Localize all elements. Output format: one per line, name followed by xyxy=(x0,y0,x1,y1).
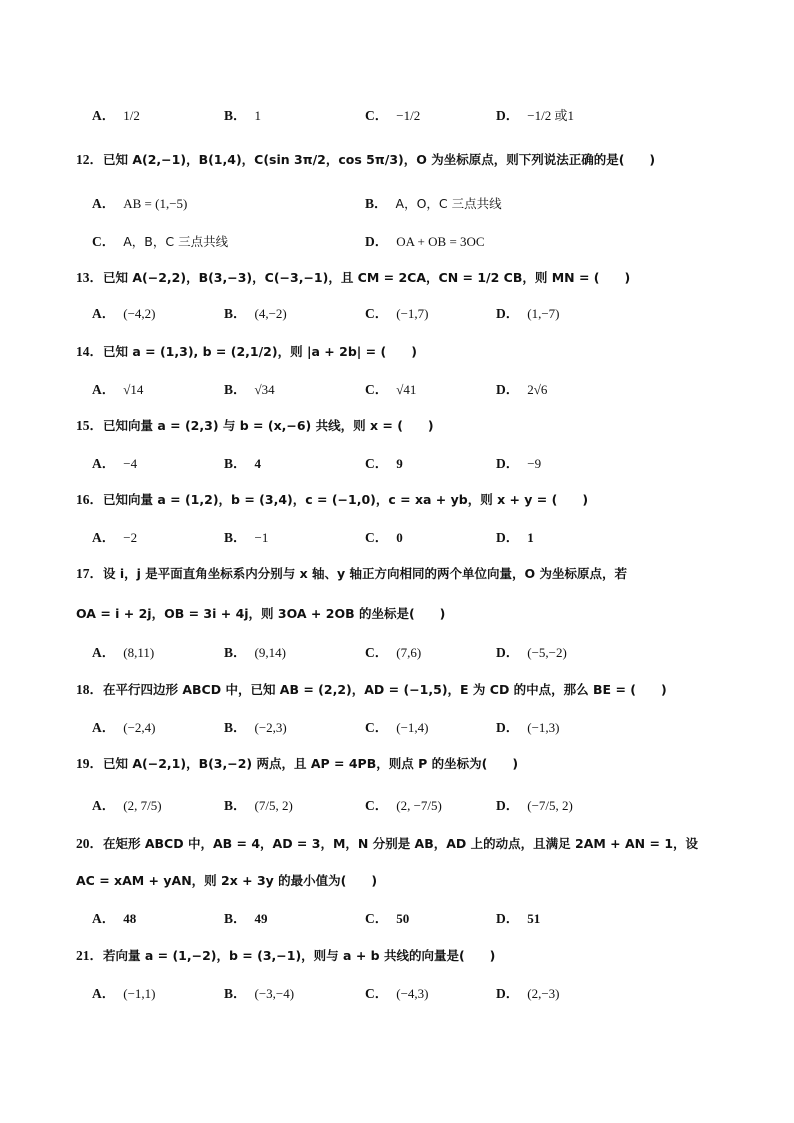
question-number: 17． xyxy=(76,566,103,581)
question-14-stem xyxy=(0,340,794,370)
option-a: A． (2, 7/5) xyxy=(92,798,162,813)
option-a: A． AB = (1,−5) xyxy=(92,196,188,211)
option-b: B． (4,−2) xyxy=(224,306,287,321)
option-a: A． (−2,4) xyxy=(92,720,156,735)
option-d: D． (−1,3) xyxy=(496,720,560,735)
question-number: 20． xyxy=(76,836,103,851)
question-text: 已知 A(2,−1)，B(1,4)，C(sin 3π/2，cos 5π/3)，O 为坐标原点，则下列说法正确的是( ) xyxy=(103,152,656,167)
question-text: 在平行四边形 ABCD 中，已知 AB = (2,2)，AD = (−1,5)，E 为 CD 的中点，那么 BE = ( ) xyxy=(103,682,667,697)
option-b: B． (9,14) xyxy=(224,645,286,660)
option-c: C． (7,6) xyxy=(365,645,422,660)
option-d: D． 1 xyxy=(496,530,534,545)
option-c: C． 0 xyxy=(365,530,403,545)
question-13-options xyxy=(0,302,794,332)
question-12-options-row-2 xyxy=(0,230,794,260)
question-15-stem xyxy=(0,414,794,444)
question-text-continued: AC = xAM + yAN，则 2x + 3y 的最小值为( ) xyxy=(76,873,378,888)
option-d: D． 51 xyxy=(496,911,541,926)
question-17-stem xyxy=(0,562,794,592)
option-d: D． (−7/5, 2) xyxy=(496,798,573,813)
question-text: 在矩形 ABCD 中，AB = 4，AD = 3，M，N 分别是 AB，AD 上的动点，且满足 2AM + AN = 1，设 xyxy=(103,836,699,851)
option-d: D． −1/2 或1 xyxy=(496,108,574,123)
question-16-stem xyxy=(0,488,794,518)
question-13-stem xyxy=(0,266,794,296)
option-a: A． 1/2 xyxy=(92,108,140,123)
question-text: 已知 A(−2,1)，B(3,−2) 两点，且 AP = 4PB，则点 P 的坐标为( ) xyxy=(103,756,519,771)
question-18-options xyxy=(0,716,794,746)
question-12-stem xyxy=(0,148,794,178)
question-number: 12． xyxy=(76,152,103,167)
option-b: B． 49 xyxy=(224,911,268,926)
option-d: D． (2,−3) xyxy=(496,986,560,1001)
option-d: D． −9 xyxy=(496,456,542,471)
question-19-stem xyxy=(0,752,794,782)
question-21-options xyxy=(0,982,794,1012)
option-b: B． (−3,−4) xyxy=(224,986,295,1001)
option-c: C． A，B，C 三点共线 xyxy=(92,234,229,249)
option-d: D． OA + OB = 3OC xyxy=(365,234,485,249)
question-20-options xyxy=(0,907,794,937)
question-number: 21． xyxy=(76,948,103,963)
option-d: D． (−5,−2) xyxy=(496,645,567,660)
option-c: C． (−1,4) xyxy=(365,720,429,735)
question-21-stem xyxy=(0,944,794,974)
question-text: 已知向量 a = (1,2)，b = (3,4)，c = (−1,0)，c = xa + yb，则 x + y = ( ) xyxy=(103,492,589,507)
option-c: C． (−4,3) xyxy=(365,986,429,1001)
question-12-options-row-1 xyxy=(0,192,794,222)
option-a: A． (8,11) xyxy=(92,645,155,660)
question-20-stem-continued xyxy=(0,871,794,901)
top-options-row xyxy=(0,104,794,134)
question-number: 18． xyxy=(76,682,103,697)
question-number: 13． xyxy=(76,270,103,285)
question-text-continued: OA = i + 2j，OB = 3i + 4j，则 3OA + 2OB 的坐标是( ) xyxy=(76,606,446,621)
question-16-options xyxy=(0,526,794,556)
question-text: 已知 a = (1,3), b = (2,1/2)，则 |a + 2b| = ( ) xyxy=(103,344,417,359)
question-17-stem-continued xyxy=(0,604,794,634)
question-text: 已知向量 a = (2,3) 与 b = (x,−6) 共线，则 x = ( ) xyxy=(103,418,434,433)
question-19-options xyxy=(0,794,794,824)
option-c: C． −1/2 xyxy=(365,108,421,123)
question-15-options xyxy=(0,452,794,482)
option-c: C． 9 xyxy=(365,456,403,471)
option-c: C． 50 xyxy=(365,911,410,926)
question-17-options xyxy=(0,641,794,671)
question-number: 19． xyxy=(76,756,103,771)
question-text: 已知 A(−2,2)，B(3,−3)，C(−3,−1)，且 CM = 2CA，CN = 1/2 CB，则 MN = ( ) xyxy=(103,270,631,285)
option-b: B． (7/5, 2) xyxy=(224,798,293,813)
option-c: C． √41 xyxy=(365,382,417,397)
option-b: B． −1 xyxy=(224,530,269,545)
option-b: B． A，O，C 三点共线 xyxy=(365,196,502,211)
option-a: A． (−4,2) xyxy=(92,306,156,321)
option-d: D． (1,−7) xyxy=(496,306,560,321)
question-number: 14． xyxy=(76,344,103,359)
option-b: B． 4 xyxy=(224,456,262,471)
question-number: 16． xyxy=(76,492,103,507)
option-d: D． 2√6 xyxy=(496,382,548,397)
option-b: B． √34 xyxy=(224,382,275,397)
question-text: 设 i，j 是平面直角坐标系内分别与 x 轴、y 轴正方向相同的两个单位向量，O 为坐标原点，若 xyxy=(103,566,628,581)
option-a: A． √14 xyxy=(92,382,144,397)
option-b: B． 1 xyxy=(224,108,262,123)
option-c: C． (−1,7) xyxy=(365,306,429,321)
option-a: A． (−1,1) xyxy=(92,986,156,1001)
question-number: 15． xyxy=(76,418,103,433)
question-text: 若向量 a = (1,−2)，b = (3,−1)，则与 a + b 共线的向量是( ) xyxy=(103,948,496,963)
option-a: A． −2 xyxy=(92,530,138,545)
question-14-options xyxy=(0,378,794,408)
option-b: B． (−2,3) xyxy=(224,720,287,735)
option-a: A． −4 xyxy=(92,456,138,471)
question-20-stem xyxy=(0,832,794,862)
option-c: C． (2, −7/5) xyxy=(365,798,442,813)
option-a: A． 48 xyxy=(92,911,137,926)
question-18-stem xyxy=(0,678,794,708)
